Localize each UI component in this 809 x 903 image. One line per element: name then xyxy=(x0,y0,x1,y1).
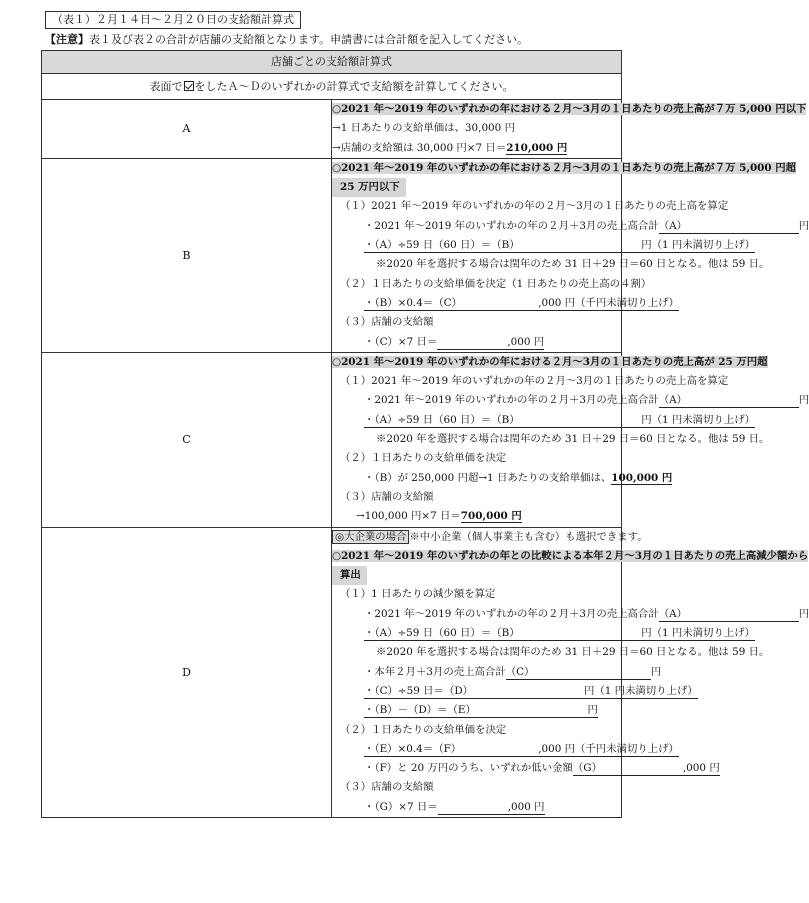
b-condition-2: 25 万円以下 xyxy=(332,178,406,197)
row-content-d xyxy=(332,527,809,817)
d-step-2: （２）１日あたりの支給単価を決定 xyxy=(340,723,507,736)
b-note: ※2020 年を選択する場合は閏年のため 31 日＋29 日＝60 日となる。他は 59 日。 xyxy=(376,258,770,271)
c-step-3: （３）店舗の支給額 xyxy=(340,490,434,503)
d-3a-unit: ,000 円 xyxy=(507,800,545,813)
b-1b-unit: 円（1 円未満切り上げ） xyxy=(641,239,756,252)
row-label-d: D xyxy=(42,527,332,817)
c-unit-price: 100,000 円 xyxy=(611,471,673,484)
c-1a-unit: 円 xyxy=(798,394,809,407)
d-step-3: （３）店舗の支給額 xyxy=(340,781,434,794)
b-1a-text: ・2021 年～2019 年のいずれかの年の２月＋3月の売上高合計 xyxy=(364,219,659,232)
d-2b-text: ・（F）と 20 万円のうち、いずれか低い金額 xyxy=(364,762,573,775)
b-field-a[interactable]: （A） xyxy=(659,219,799,234)
notice xyxy=(45,33,625,47)
d-note: ※2020 年を選択する場合は閏年のため 31 日＋29 日＝60 日となる。他は 59 日。 xyxy=(376,646,770,659)
d-1c-text: ・本年２月＋3月の売上高合計 xyxy=(364,665,506,678)
c-2a-text: ・（B）が 250,000 円超→1 日あたりの支給単価は、 xyxy=(364,471,612,484)
b-condition-1: ○2021 年～2019 年のいずれかの年における２月～3月の１日あたりの売上高が７万 5,000 円超 xyxy=(332,161,797,174)
row-label-a: A xyxy=(42,100,332,159)
a-line-1: →1 日あたりの支給単価は、30,000 円 xyxy=(332,122,515,135)
c-step-1: （１）2021 年～2019 年のいずれかの年の２月～3月の１日あたりの売上高を算定 xyxy=(340,375,729,388)
c-amount: 700,000 円 xyxy=(460,510,522,523)
d-field-b[interactable]: （B） xyxy=(491,627,520,640)
d-1d-unit: 円（1 円未満切り上げ） xyxy=(583,684,698,697)
d-field-g[interactable]: （G） xyxy=(572,762,602,775)
d-3a-text: ・（G）×7 日＝ xyxy=(364,800,438,813)
table-title: （表１）２月１４日～２月２０日の支給額計算式 xyxy=(45,11,301,29)
c-field-a[interactable]: （A） xyxy=(659,393,799,408)
c-condition: ○2021 年～2019 年のいずれかの年における２月～3月の１日あたりの売上高が 25 万円超 xyxy=(332,355,768,368)
row-label-b: B xyxy=(42,158,332,352)
d-step-1: （１）1 日あたりの減少額を算定 xyxy=(340,588,496,601)
b-1a-unit: 円 xyxy=(798,219,809,232)
d-field-a[interactable]: （A） xyxy=(659,607,799,622)
d-1e-text: ・（B）－（D）＝ xyxy=(364,704,448,717)
d-field-c[interactable]: （C） xyxy=(506,665,651,680)
d-1a-unit: 円 xyxy=(798,607,809,620)
d-2b-unit: ,000 円 xyxy=(682,762,720,775)
d-1c-unit: 円 xyxy=(650,665,662,678)
a-amount: 210,000 円 xyxy=(506,141,568,154)
c-1b-unit: 円（1 円未満切り上げ） xyxy=(641,413,756,426)
notice-text: 表１及び表２の合計が店舗の支給額となります。申請書には合計額を記入してください。 xyxy=(89,33,529,46)
c-1a-text: ・2021 年～2019 年のいずれかの年の２月＋3月の売上高合計 xyxy=(364,394,659,407)
d-2a-unit: ,000 円（千円未満切り上げ） xyxy=(538,742,679,755)
row-content-b xyxy=(332,158,809,352)
d-1b-text: ・（A）÷59 日（60 日）＝ xyxy=(364,627,492,640)
b-field-b[interactable]: （B） xyxy=(491,239,520,252)
b-2a-text: ・（B）×0.4＝ xyxy=(364,296,434,309)
c-note: ※2020 年を選択する場合は閏年のため 31 日＋29 日＝60 日となる。他は 59 日。 xyxy=(376,433,770,446)
d-field-d[interactable]: （D） xyxy=(443,684,474,697)
d-field-f[interactable]: （F） xyxy=(433,742,462,755)
d-1d-text: ・（C）÷59 日＝ xyxy=(364,684,444,697)
d-condition-2: 算出 xyxy=(332,566,367,585)
b-3a-unit: ,000 円 xyxy=(507,335,545,348)
c-field-b[interactable]: （B） xyxy=(491,413,520,426)
calculation-table xyxy=(41,50,809,818)
a-condition: ○2021 年～2019 年のいずれかの年における２月～3月の１日あたりの売上高が７万 5,000 円以下 xyxy=(332,103,807,115)
c-1b-text: ・（A）÷59 日（60 日）＝ xyxy=(364,413,492,426)
d-1e-unit: 円 xyxy=(587,704,598,717)
c-step-2: （２）１日あたりの支給単価を決定 xyxy=(340,452,507,465)
notice-bracket: 【注意】 xyxy=(45,33,89,46)
b-field-c[interactable]: （C） xyxy=(433,296,462,309)
c-3a-text: →100,000 円×7 日＝ xyxy=(356,510,461,523)
row-content-a xyxy=(332,100,807,159)
b-1b-text: ・（A）÷59 日（60 日）＝ xyxy=(364,239,492,252)
d-1b-unit: 円（1 円未満切り上げ） xyxy=(641,627,756,640)
instruction-row xyxy=(42,74,622,100)
d-large-company-box: ◎大企業の場合 xyxy=(332,530,409,544)
b-step-1: （１）2021 年～2019 年のいずれかの年の２月～3月の１日あたりの売上高を算定 xyxy=(340,200,729,213)
d-2a-text: ・（E）×0.4＝ xyxy=(364,742,434,755)
row-content-c xyxy=(332,352,809,527)
instruction-after: をしたＡ～Ｄのいずれかの計算式で支給額を計算してください。 xyxy=(194,80,514,93)
d-condition-1: ○2021 年～2019 年のいずれかの年との比較による本年２月～3月の１日あたりの売上高減少額から xyxy=(332,549,809,562)
instruction-before: 表面で xyxy=(149,80,183,93)
row-label-c: C xyxy=(42,352,332,527)
row-b xyxy=(42,158,622,352)
row-a xyxy=(42,100,622,159)
table-header: 店舗ごとの支給額計算式 xyxy=(42,51,622,74)
row-d xyxy=(42,527,622,817)
d-field-e[interactable]: （E） xyxy=(447,704,476,717)
b-step-3: （３）店舗の支給額 xyxy=(340,316,434,329)
checkbox-checked-icon xyxy=(184,81,194,91)
row-c xyxy=(42,352,622,527)
b-3a-text: ・（C）×7 日＝ xyxy=(364,335,438,348)
b-step-2: （２）１日あたりの支給単価を決定（1 日あたりの売上高の４割） xyxy=(340,277,652,290)
d-large-company-note: ※中小企業（個人事業主も含む）も選択できます。 xyxy=(409,530,648,543)
a-line-2: →店舗の支給額は 30,000 円×7 日＝ xyxy=(332,141,507,154)
b-2a-unit: ,000 円（千円未満切り上げ） xyxy=(538,296,679,309)
d-1a-text: ・2021 年～2019 年のいずれかの年の２月＋3月の売上高合計 xyxy=(364,607,659,620)
